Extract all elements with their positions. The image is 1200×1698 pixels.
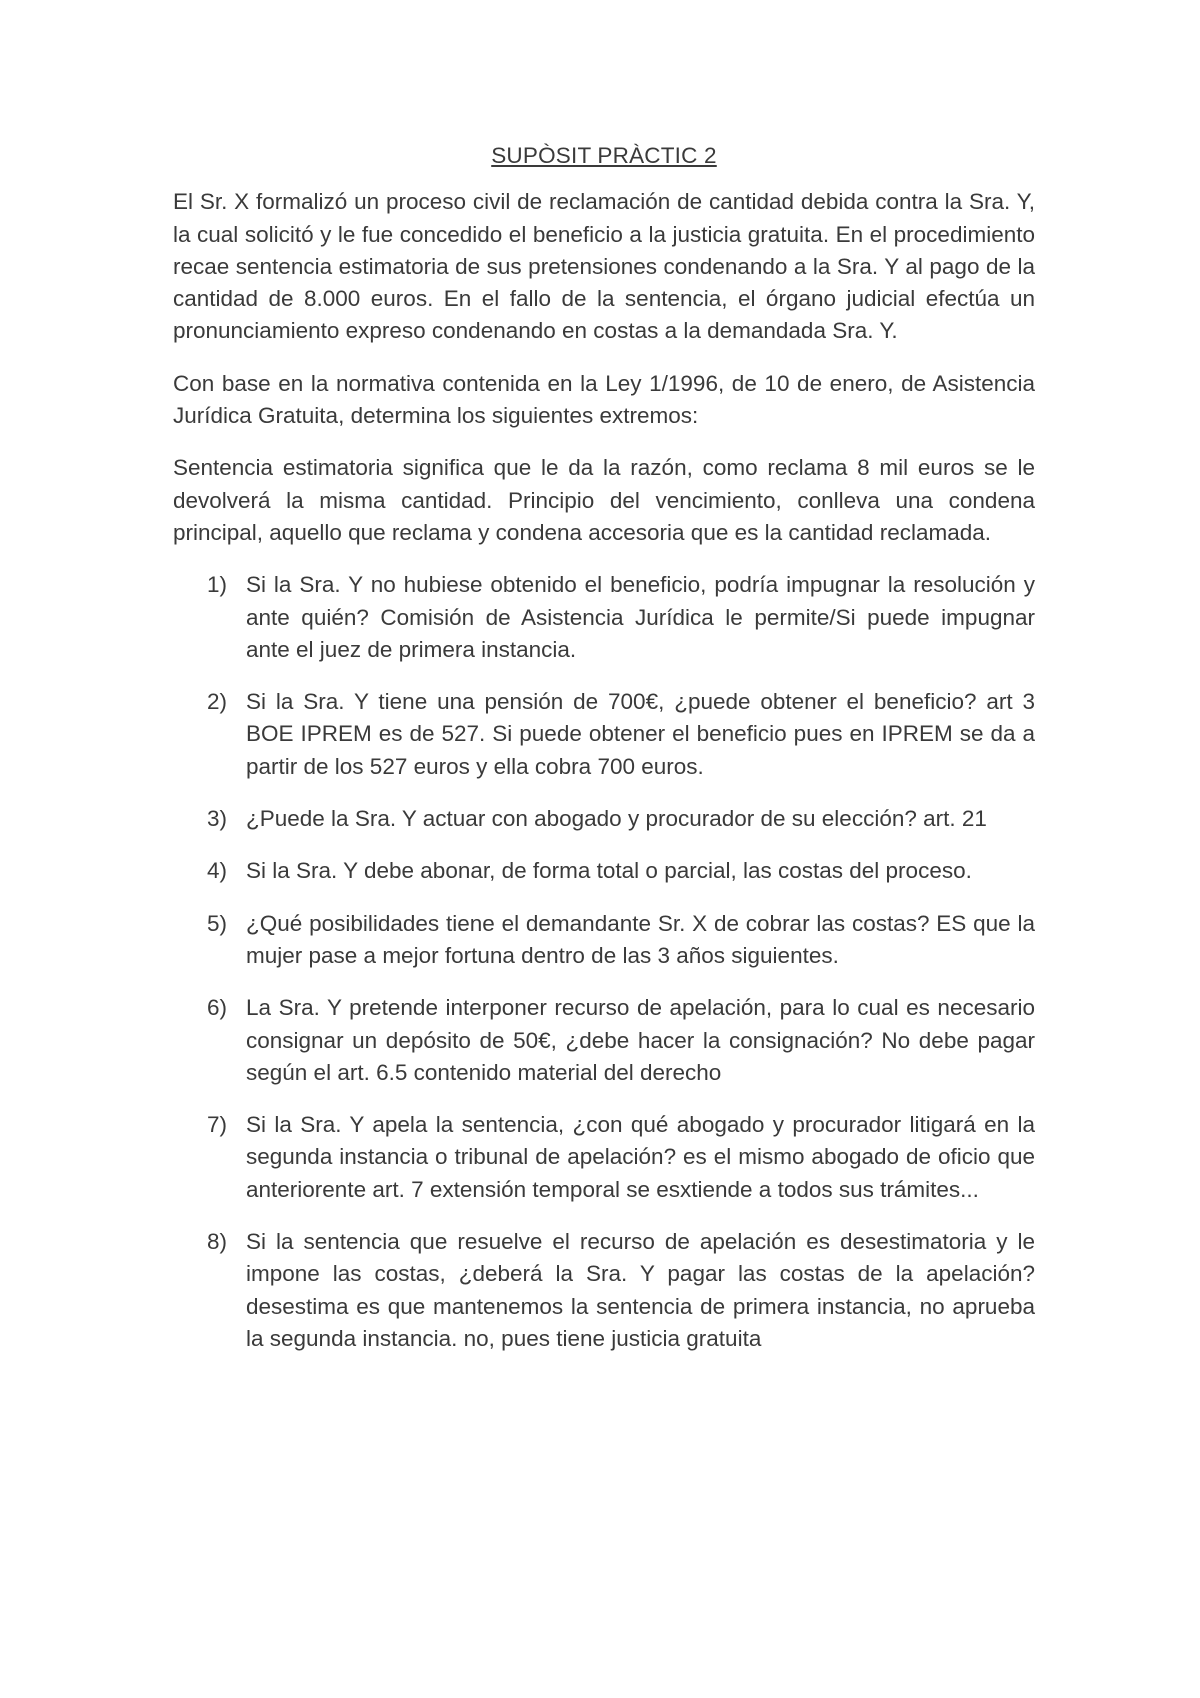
question-item [173, 992, 1035, 1089]
question-item [173, 803, 1035, 835]
questions-list [173, 569, 1035, 1355]
question-number: 6) [207, 995, 228, 1021]
case-statement-paragraph: El Sr. X formalizó un proceso civil de reclamación de cantidad debida contra la Sra. Y, la cual solicitó y le fue concedido el beneficio a la justicia gratuita. En el procedimiento recae sentencia estimatoria de sus pretensiones condenando a la Sra. Y al pago de la cantidad de 8.000 euros. En el fallo de la sentencia, el órgano judicial efectúa un pronunciamiento expreso condenando en costas a la demandada Sra. Y. [173, 189, 1035, 344]
question-item [173, 569, 1035, 666]
question-number: 1) [207, 572, 228, 598]
notes-paragraph: Sentencia estimatoria significa que le da la razón, como reclama 8 mil euros se le devolverá la misma cantidad. Principio del vencimiento, conlleva una condena principal, aquello que reclama y condena accesoria que es la cantidad reclamada. [173, 455, 1035, 545]
question-number: 7) [207, 1112, 228, 1138]
question-item [173, 855, 1035, 887]
question-item [173, 686, 1035, 783]
question-text: ¿Puede la Sra. Y actuar con abogado y procurador de su elección? art. 21 [246, 806, 987, 832]
question-text: Si la Sra. Y apela la sentencia, ¿con qué abogado y procurador litigará en la segunda instancia o tribunal de apelación? es el mismo abogado de oficio que anteriorente art. 7 extensión temporal se esxtiende a todos sus trámites... [246, 1112, 1035, 1202]
question-number: 5) [207, 910, 228, 936]
question-text: Si la Sra. Y tiene una pensión de 700€, ¿puede obtener el beneficio? art 3 BOE IPREM es de 527. Si puede obtener el beneficio pues en IPREM se da a partir de los 527 euros y ella cobra 700 euros. [246, 689, 1035, 779]
question-number: 2) [207, 689, 228, 715]
question-text: Si la Sra. Y no hubiese obtenido el beneficio, podría impugnar la resolución y ante quién? Comisión de Asistencia Jurídica le permite/Si puede impugnar ante el juez de primera instancia. [246, 572, 1035, 662]
document-body [173, 140, 1035, 1375]
document-title: SUPÒSIT PRÀCTIC 2 [491, 143, 717, 168]
question-text: La Sra. Y pretende interponer recurso de apelación, para lo cual es necesario consignar un depósito de 50€, ¿debe hacer la consignación? No debe pagar según el art. 6.5 contenido material del derecho [246, 995, 1035, 1085]
question-number: 3) [207, 806, 228, 832]
question-number: 8) [207, 1229, 228, 1255]
question-item [173, 908, 1035, 973]
question-text: ¿Qué posibilidades tiene el demandante Sr. X de cobrar las costas? ES que la mujer pase a mejor fortuna dentro de las 3 años siguientes. [246, 910, 1035, 968]
instructions-paragraph: Con base en la normativa contenida en la Ley 1/1996, de 10 de enero, de Asistencia Jurídica Gratuita, determina los siguientes extremos: [173, 370, 1035, 429]
question-number: 4) [207, 858, 228, 884]
question-item [173, 1109, 1035, 1206]
question-text: Si la sentencia que resuelve el recurso de apelación es desestimatoria y le impone las costas, ¿deberá la Sra. Y pagar las costas de la apelación? desestima es que mantenemos la sentencia de primera instancia, no aprueba la segunda instancia. no, pues tiene justicia gratuita [246, 1229, 1035, 1351]
question-item [173, 1226, 1035, 1355]
question-text: Si la Sra. Y debe abonar, de forma total o parcial, las costas del proceso. [246, 858, 972, 884]
